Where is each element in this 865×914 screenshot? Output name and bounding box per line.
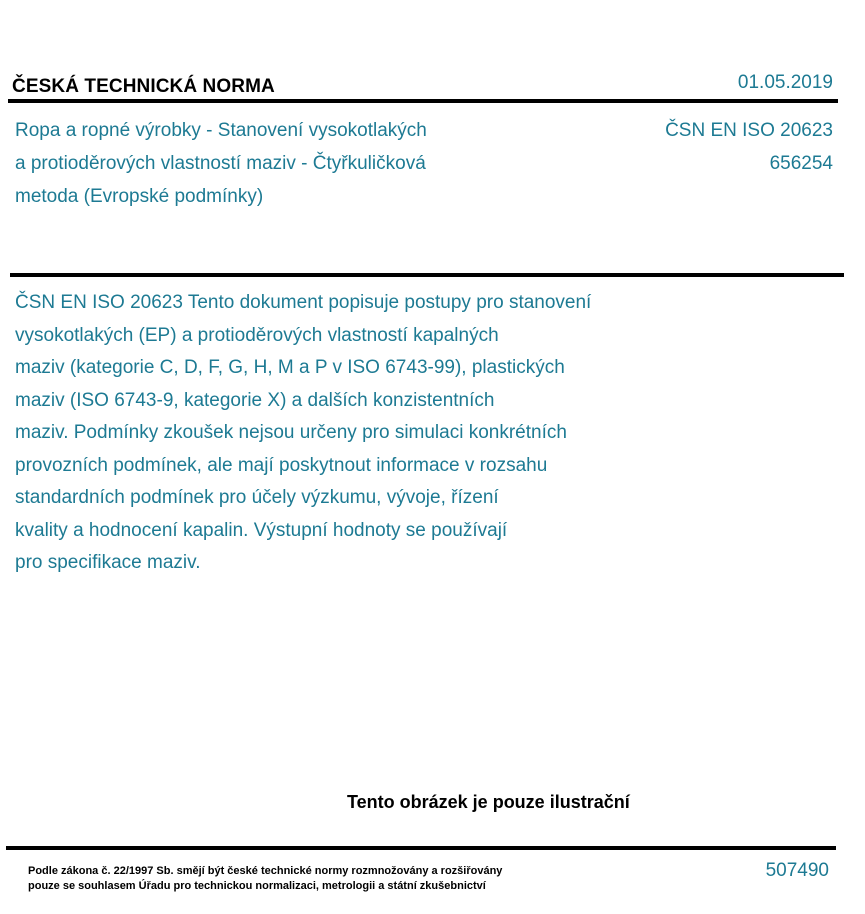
document-title-line: a protioděrových vlastností maziv - Čtyřkuličková xyxy=(15,153,426,174)
abstract xyxy=(15,287,591,580)
middle-divider xyxy=(10,273,844,277)
abstract-line: provozních podmínek, ale mají poskytnout informace v rozsahu xyxy=(15,454,548,476)
class-number: 656254 xyxy=(769,153,833,174)
document-title-line: Ropa a ropné výrobky - Stanovení vysokotlakých xyxy=(15,120,427,141)
catalog-number: 507490 xyxy=(765,860,829,881)
abstract-line: vysokotlakých (EP) a protioděrových vlastností kapalných xyxy=(15,324,499,346)
top-divider xyxy=(8,99,838,103)
bottom-divider xyxy=(6,846,836,850)
legal-notice-line: pouze se souhlasem Úřadu pro technickou normalizaci, metrologii a státní zkušebnictví xyxy=(28,880,486,892)
legal-notice-line: Podle zákona č. 22/1997 Sb. smějí být české technické normy rozmnožovány a rozšiřovány xyxy=(28,865,503,877)
abstract-line: maziv. Podmínky zkoušek nejsou určeny pro simulaci konkrétních xyxy=(15,422,567,443)
document-identifiers xyxy=(665,114,833,180)
abstract-line: standardních podmínek pro účely výzkumu, vývoje, řízení xyxy=(15,487,499,508)
abstract-line: kvality a hodnocení kapalin. Výstupní hodnoty se používají xyxy=(15,519,508,541)
document-title-line: metoda (Evropské podmínky) xyxy=(15,186,264,207)
document-title xyxy=(15,114,515,213)
legal-notice xyxy=(28,864,502,894)
standard-code: ČSN EN ISO 20623 xyxy=(665,120,833,141)
publication-date: 01.05.2019 xyxy=(737,72,833,93)
abstract-line: ČSN EN ISO 20623 Tento dokument popisuje postupy pro stanovení xyxy=(15,292,592,313)
abstract-line: pro specifikace maziv. xyxy=(15,552,201,573)
abstract-line: maziv (ISO 6743-9, kategorie X) a dalších konzistentních xyxy=(15,389,495,411)
standard-type-heading: ČESKÁ TECHNICKÁ NORMA xyxy=(12,76,275,97)
illustration-disclaimer: Tento obrázek je pouze ilustrační xyxy=(347,792,630,812)
abstract-line: maziv (kategorie C, D, F, G, H, M a P v ISO 6743-99), plastických xyxy=(15,357,565,378)
